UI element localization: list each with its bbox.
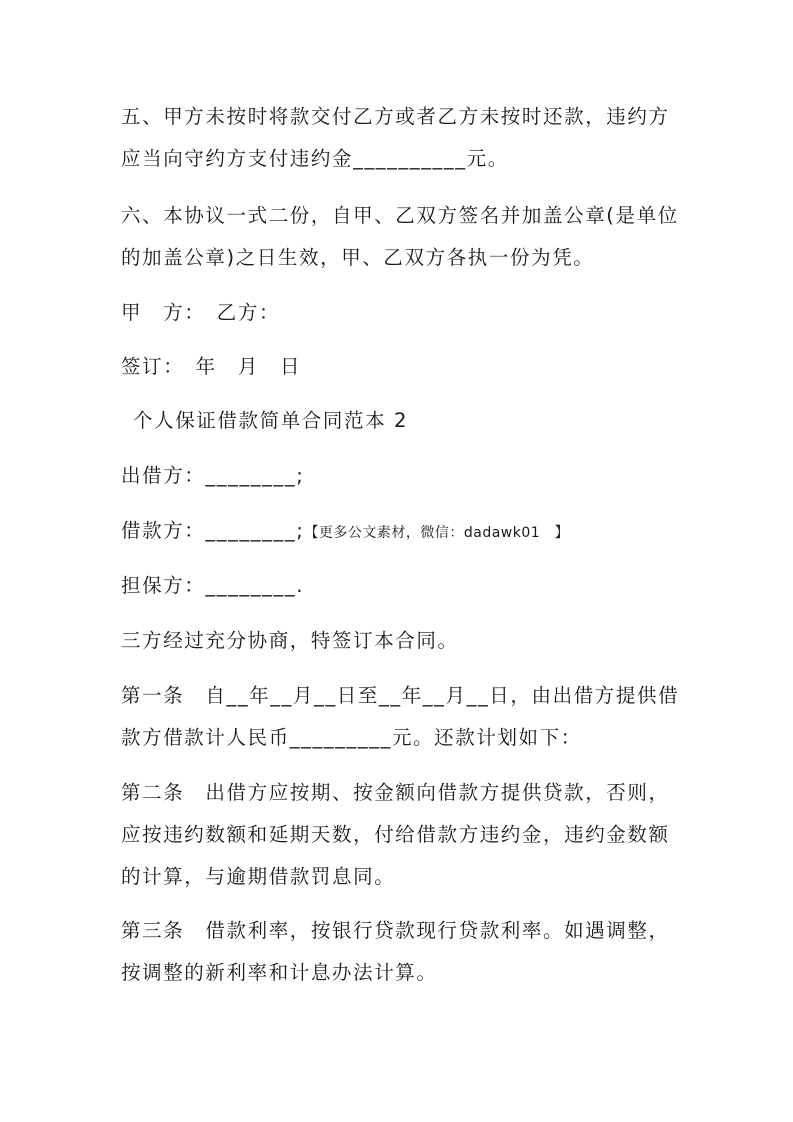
parties-line: 甲 方： 乙方： [121,301,281,324]
clause-six-line-2: 的加盖公章)之日生效，甲、乙双方各执一份为凭。 [121,246,595,269]
article-three-line-1: 第三条 借款利率，按银行贷款现行贷款利率。如遇调整， [121,919,670,942]
lender-line: 出借方：________; [121,464,305,487]
article-three-line-2: 按调整的新利率和计息办法计算。 [121,961,438,984]
clause-six [121,195,681,279]
article-two-line-1: 第二条 出借方应按期、按金额向借款方提供贷款，否则， [121,781,670,804]
clause-six-line-1: 六、本协议一式二份，自甲、乙双方签名并加盖公章(是单位 [121,204,679,227]
article-two-line-2: 应按违约数额和延期天数，付给借款方违约金，违约金数额 [121,823,670,846]
article-one-line-1: 第一条 自__年__月__日至__年__月__日，由出借方提供借 [121,684,680,707]
intro-paragraph [121,620,681,662]
signing-date [121,346,681,388]
clause-five-line-1: 五、甲方未按时将款交付乙方或者乙方未按时还款，违约方 [121,105,670,128]
guarantor-field [121,565,681,607]
signing-date-line: 签订： 年 月 日 [121,355,302,378]
borrower-field [121,510,681,552]
borrower-line: 借款方：________; [121,519,305,542]
article-one [121,675,681,759]
guarantor-line: 担保方：________. [121,574,304,597]
clause-five [121,96,681,180]
section-title-text: 个人保证借款简单合同范本 2 [133,409,409,432]
section-title [133,400,693,442]
parties-signature [121,292,681,334]
intro-line: 三方经过充分协商，特签订本合同。 [121,629,459,652]
article-two-line-3: 的计算，与逾期借款罚息同。 [121,865,396,888]
lender-field [121,455,681,497]
borrower-note: 【更多公文素材，微信：dadawk01 】 [304,525,570,541]
article-three [121,910,681,994]
article-two [121,772,681,898]
article-one-line-2: 款方借款计人民币_________元。还款计划如下： [121,726,582,749]
clause-five-line-2: 应当向守约方支付违约金__________元。 [121,147,509,170]
